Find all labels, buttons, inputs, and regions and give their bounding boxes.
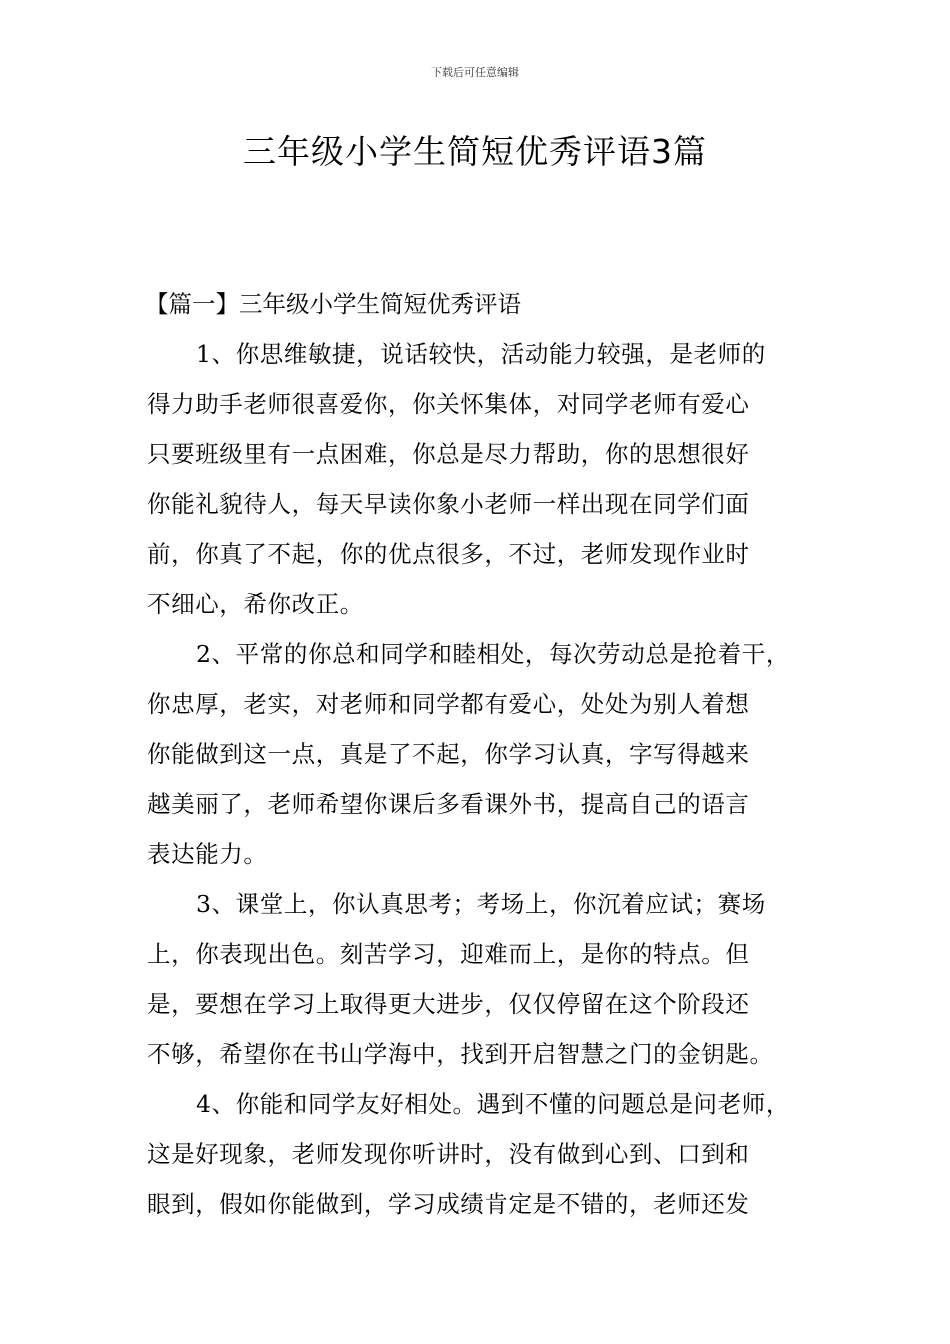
paragraph-line: 是，要想在学习上取得更大进步，仅仅停留在这个阶段还 [147,990,750,1018]
paragraph-line: 得力助手老师很喜爱你，你关怀集体，对同学老师有爱心 [147,390,750,418]
paragraph-line: 越美丽了，老师希望你课后多看课外书，提高自己的语言 [147,790,750,818]
paragraph-line: 眼到，假如你能做到，学习成绩肯定是不错的，老师还发 [147,1190,750,1218]
paragraph-line: 4、你能和同学友好相处。遇到不懂的问题总是问老师， [196,1090,790,1118]
paragraph-line: 不细心，希你改正。 [147,590,364,618]
paragraph-line: 3、课堂上，你认真思考；考场上，你沉着应试；赛场 [196,890,766,918]
document-title: 三年级小学生简短优秀评语3篇 [243,132,707,171]
document-body [147,279,817,1229]
paragraph-line: 你能礼貌待人，每天早读你象小老师一样出现在同学们面 [147,490,750,518]
paragraph-line: 前，你真了不起，你的优点很多，不过，老师发现作业时 [147,540,750,568]
paragraph-line: 你能做到这一点，真是了不起，你学习认真，字写得越来 [147,740,750,768]
paragraph-line: 只要班级里有一点困难，你总是尽力帮助，你的思想很好 [147,440,750,468]
paragraph-line: 2、平常的你总和同学和睦相处，每次劳动总是抢着干， [196,640,790,668]
paragraph-line: 上，你表现出色。刻苦学习，迎难而上，是你的特点。但 [147,940,750,968]
header-note: 下载后可任意编辑 [431,66,519,79]
paragraph-line: 不够，希望你在书山学海中，找到开启智慧之门的金钥匙。 [147,1040,774,1068]
paragraph-line: 1、你思维敏捷，说话较快，活动能力较强，是老师的 [196,340,766,368]
paragraph-line: 你忠厚，老实，对老师和同学都有爱心，处处为别人着想 [147,690,750,718]
section-heading: 【篇一】三年级小学生简短优秀评语 [145,290,521,318]
paragraph-line: 这是好现象，老师发现你听讲时，没有做到心到、口到和 [147,1140,750,1168]
paragraph-line: 表达能力。 [147,840,268,868]
